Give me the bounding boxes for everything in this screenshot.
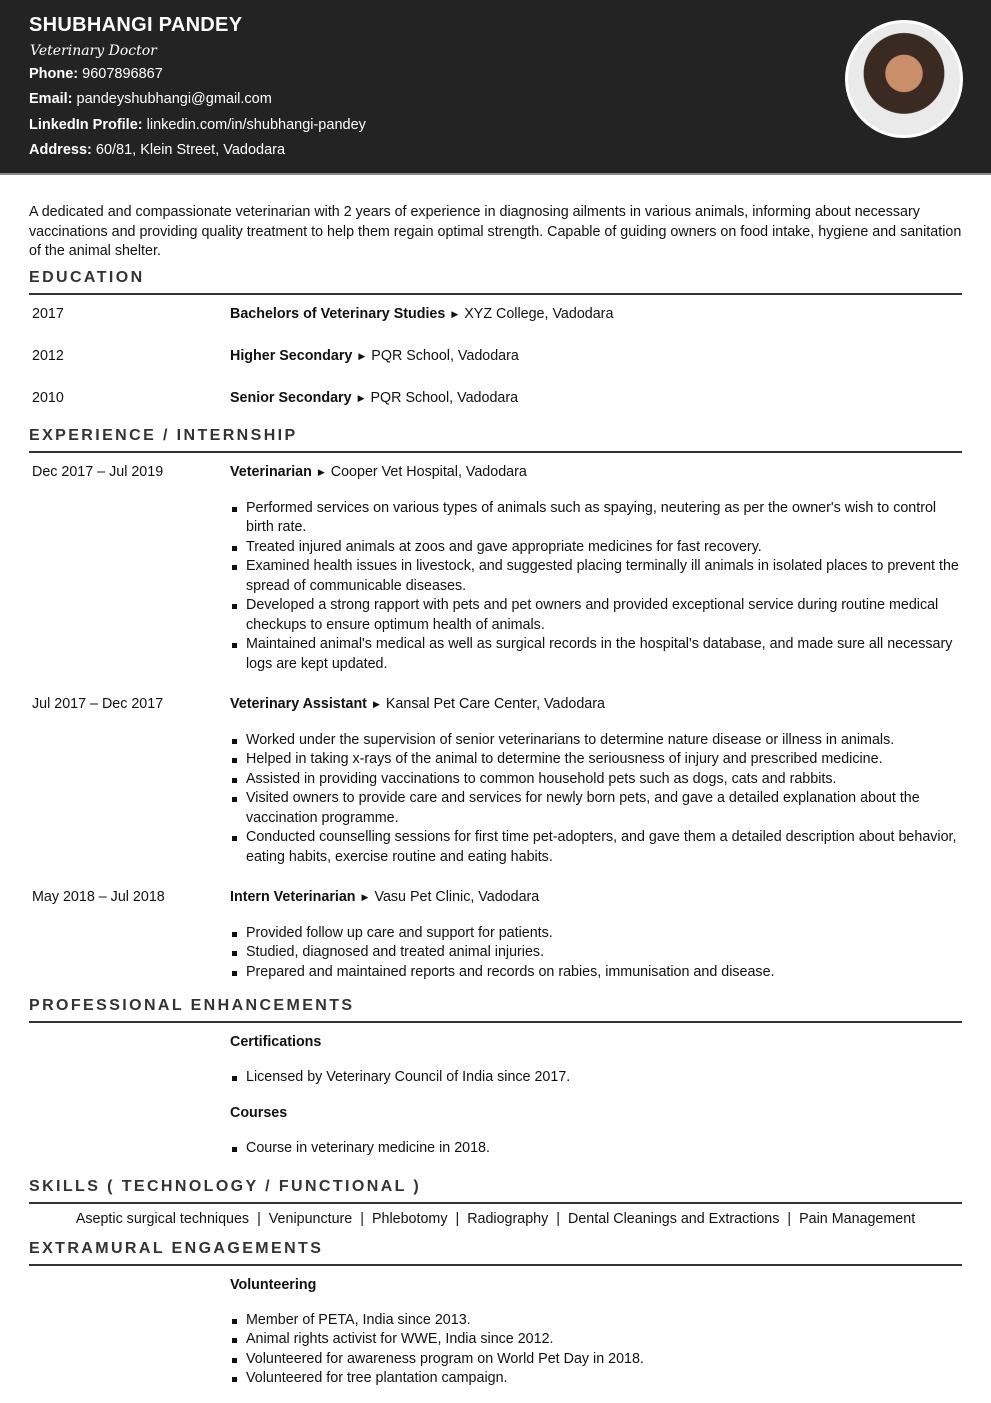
- subsection: [230, 1104, 962, 1158]
- bullet-item: Maintained animal's medical as well as surgical records in the hospital's database, and made sure all necessary logs are kept updated.: [245, 635, 962, 674]
- entry-name: Veterinarian: [230, 464, 312, 480]
- entry-title: [230, 888, 962, 909]
- bullet-item: Examined health issues in livestock, and suggested placing terminally ill animals in isolated places to prevent the spread of communicable diseases.: [245, 557, 962, 596]
- triangle-right-icon: ▶: [317, 467, 325, 477]
- contact-value: 60/81, Klein Street, Vadodara: [95, 142, 286, 158]
- skill-separator: |: [257, 1211, 261, 1227]
- education-row: [29, 347, 962, 368]
- contact-email: [29, 91, 272, 107]
- skill-item: Phlebotomy: [371, 1211, 448, 1227]
- skill-item: Pain Management: [799, 1211, 916, 1227]
- skill-item: Radiography: [467, 1211, 549, 1227]
- subsection: [230, 1276, 962, 1389]
- experience-section: [29, 427, 962, 982]
- bullet-item: Provided follow up care and support for patients.: [245, 924, 962, 944]
- contact-label: Email:: [29, 91, 73, 107]
- experience-entry: [29, 888, 962, 982]
- skill-item: Dental Cleanings and Extractions: [568, 1211, 780, 1227]
- triangle-right-icon: ▶: [451, 309, 459, 319]
- subsection: [230, 1033, 962, 1087]
- contact-value: pandeyshubhangi@gmail.com: [76, 91, 272, 107]
- subsection-title: Volunteering: [230, 1277, 317, 1293]
- contact-linkedin: [29, 117, 366, 133]
- bullet-item: Licensed by Veterinary Council of India since 2017.: [245, 1068, 962, 1088]
- candidate-name: SHUBHANGI PANDEY: [29, 14, 243, 36]
- education-section: [29, 269, 962, 410]
- entry-organization: Cooper Vet Hospital, Vadodara: [330, 464, 527, 480]
- bullet-item: Member of PETA, India since 2013.: [245, 1311, 962, 1331]
- extramural-section: [29, 1240, 962, 1389]
- contact-address: [29, 142, 285, 158]
- education-year: 2012: [32, 348, 64, 364]
- bullet-item: Worked under the supervision of senior veterinarians to determine nature disease or illness in animals.: [245, 731, 962, 751]
- entry-title: [230, 305, 962, 326]
- entry-title: [230, 695, 962, 716]
- bullet-item: Animal rights activist for WWE, India since 2012.: [245, 1330, 962, 1350]
- skill-item: Venipuncture: [268, 1211, 353, 1227]
- bullet-list: [245, 1068, 962, 1088]
- entry-title: [230, 463, 962, 484]
- skill-item: Aseptic surgical techniques: [75, 1211, 250, 1227]
- entry-organization: PQR School, Vadodara: [371, 348, 519, 364]
- bullet-item: Course in veterinary medicine in 2018.: [245, 1139, 962, 1159]
- contact-label: Phone:: [29, 66, 79, 82]
- bullet-item: Conducted counselling sessions for first time pet-adopters, and gave them a detailed description about behavior, eating habits, exercise routine and eating habits.: [245, 828, 962, 867]
- experience-header: [29, 695, 962, 716]
- experience-dates: Jul 2017 – Dec 2017: [32, 696, 164, 712]
- bullet-list: [245, 924, 962, 983]
- contact-value: linkedin.com/in/shubhangi-pandey: [146, 117, 366, 133]
- contact-value: 9607896867: [82, 66, 163, 82]
- summary: A dedicated and compassionate veterinarian with 2 years of experience in diagnosing ailments in various animals, informing about necessary vaccinations and providing quality treatment to help them regain optimal strength. Capable of guiding owners on food intake, hygiene and sanitation of the animal shelter.: [29, 204, 962, 259]
- entry-organization: Kansal Pet Care Center, Vadodara: [385, 696, 605, 712]
- bullet-list: [245, 731, 962, 868]
- triangle-right-icon: ▶: [372, 699, 380, 709]
- resume-header: [0, 0, 991, 175]
- skill-separator: |: [360, 1211, 364, 1227]
- entry-organization: PQR School, Vadodara: [370, 390, 519, 406]
- section-heading: SKILLS ( TECHNOLOGY / FUNCTIONAL ): [29, 1178, 962, 1204]
- education-row: [29, 389, 962, 410]
- entry-name: Intern Veterinarian: [230, 889, 356, 905]
- bullet-item: Volunteered for awareness program on World Pet Day in 2018.: [245, 1350, 962, 1370]
- contact-label: Address:: [29, 142, 92, 158]
- experience-dates: Dec 2017 – Jul 2019: [32, 464, 164, 480]
- bullet-item: Treated injured animals at zoos and gave appropriate medicines for fast recovery.: [245, 538, 962, 558]
- skill-separator: |: [455, 1211, 460, 1227]
- entry-name: Veterinary Assistant: [230, 696, 367, 712]
- skill-separator: |: [787, 1211, 792, 1227]
- experience-header: [29, 888, 962, 909]
- entry-organization: Vasu Pet Clinic, Vadodara: [374, 889, 540, 905]
- entry-title: [230, 389, 962, 410]
- subsection-title: Certifications: [230, 1034, 322, 1050]
- experience-entry: [29, 463, 962, 674]
- entry-title: [230, 347, 962, 368]
- bullet-item: Visited owners to provide care and services for newly born pets, and gave a detailed explanation about the vaccination programme.: [245, 789, 962, 828]
- entry-organization: XYZ College, Vadodara: [464, 306, 614, 322]
- enhancements-section: [29, 997, 962, 1158]
- section-heading: PROFESSIONAL ENHANCEMENTS: [29, 997, 962, 1023]
- bullet-list: [245, 499, 962, 675]
- section-heading: EXTRAMURAL ENGAGEMENTS: [29, 1240, 962, 1266]
- bullet-item: Studied, diagnosed and treated animal injuries.: [245, 943, 962, 963]
- bullet-item: Prepared and maintained reports and records on rabies, immunisation and disease.: [245, 963, 962, 983]
- triangle-right-icon: ▶: [357, 393, 365, 403]
- education-year: 2010: [32, 390, 64, 406]
- bullet-item: Helped in taking x-rays of the animal to determine the seriousness of injury and prescribed medicine.: [245, 750, 962, 770]
- entry-name: Higher Secondary: [230, 348, 353, 364]
- bullet-item: Assisted in providing vaccinations to common household pets such as dogs, cats and rabbits.: [245, 770, 962, 790]
- triangle-right-icon: ▶: [361, 892, 369, 902]
- bullet-list: [245, 1311, 962, 1389]
- subsection-title: Courses: [230, 1105, 288, 1121]
- section-heading: EDUCATION: [29, 269, 962, 295]
- entry-name: Senior Secondary: [230, 390, 352, 406]
- contact-phone: [29, 66, 163, 82]
- experience-header: [29, 463, 962, 484]
- experience-entry: [29, 695, 962, 867]
- bullet-list: [245, 1139, 962, 1159]
- contact-label: LinkedIn Profile:: [29, 117, 143, 133]
- section-heading: EXPERIENCE / INTERNSHIP: [29, 427, 962, 453]
- experience-dates: May 2018 – Jul 2018: [32, 889, 165, 905]
- triangle-right-icon: ▶: [358, 351, 366, 361]
- bullet-item: Performed services on various types of animals such as spaying, neutering as per the owner's wish to control birth rate.: [245, 499, 962, 538]
- entry-name: Bachelors of Veterinary Studies: [230, 306, 446, 322]
- skills-section: [29, 1178, 962, 1230]
- bullet-item: Volunteered for tree plantation campaign.: [245, 1369, 962, 1389]
- education-year: 2017: [32, 306, 64, 322]
- bullet-item: Developed a strong rapport with pets and pet owners and provided exceptional service during routine medical checkups to ensure optimum health of animals.: [245, 596, 962, 635]
- education-row: [29, 305, 962, 326]
- candidate-title: Veterinary Doctor: [30, 43, 157, 59]
- profile-photo: [845, 20, 963, 138]
- skill-separator: |: [556, 1211, 560, 1227]
